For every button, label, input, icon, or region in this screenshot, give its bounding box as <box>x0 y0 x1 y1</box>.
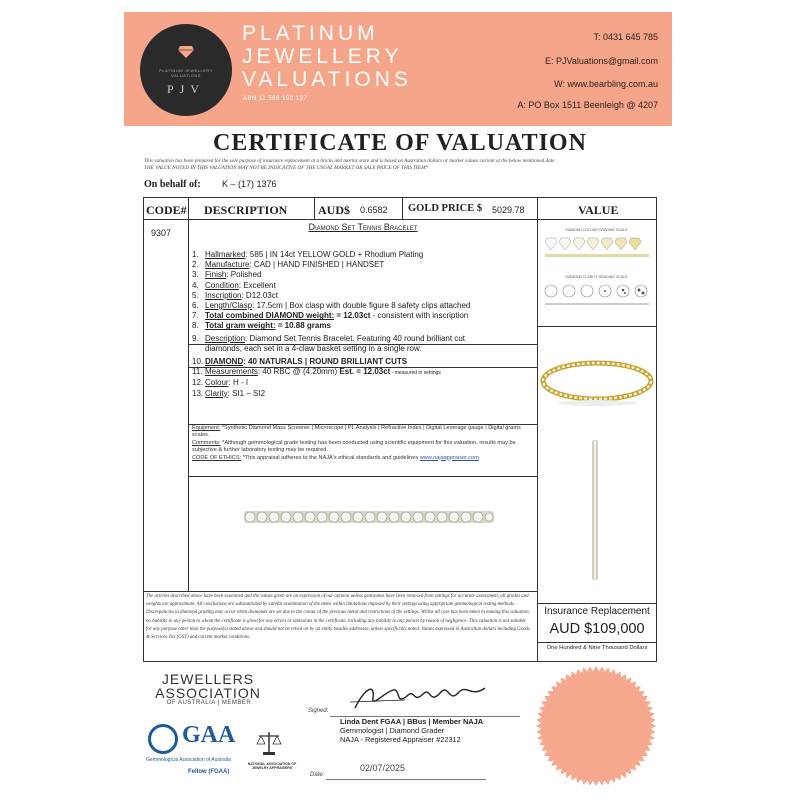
bracelet-photo-horizontal <box>244 505 494 529</box>
item-value: : 17.5cm | Box clasp with double figure 8 safety clips attached <box>252 301 471 311</box>
item-value: : CAD | HAND FINISHED | HANDSET <box>249 260 385 270</box>
brand-line-3: VALUATIONS <box>242 68 412 91</box>
item-label: Measurements <box>205 367 258 377</box>
description-header: DESCRIPTION <box>204 203 288 217</box>
behalf-value: K – (17) 1376 <box>222 179 277 189</box>
insurance-mid-divider <box>537 642 657 643</box>
clarity-scale-diagrams <box>541 279 652 313</box>
item-value: : Diamond Set Tennis Bracelet. Featuring 40 round brilliant cut <box>245 333 465 343</box>
item-number: 4. <box>192 280 199 290</box>
ethics-label: CODE OF ETHICS: <box>192 454 242 461</box>
logo-ring-text: PLATINUM JEWELLERY VALUATIONS <box>159 68 213 78</box>
comments-text: *Although gemmological grade testing has been conducted using scientific equipment for this valuation, results may be subjective & further laboratory testing may be required. <box>192 439 516 454</box>
ethics-line <box>192 455 534 462</box>
date-line <box>326 779 486 780</box>
item-value: : 40 RBC @ (4.20mm) <box>257 367 340 377</box>
bracelet-photo-coiled <box>540 355 655 410</box>
diamond-icon <box>178 46 194 58</box>
list-item <box>192 311 536 321</box>
signer-name: Linda Dent FGAA | BBus | Member NAJA <box>340 717 484 726</box>
item-label: Inscription <box>205 290 242 300</box>
gold-price-header: GOLD PRICE $ <box>408 203 483 214</box>
ja-line-2: ASSOCIATION <box>155 685 261 701</box>
item-number: 12. <box>192 378 204 388</box>
code-column-divider <box>188 197 189 591</box>
equipment-label: Equipment: <box>192 425 221 431</box>
header-divider <box>143 219 657 220</box>
item-label: Length/Clasp <box>205 301 253 311</box>
item-label: Finish <box>205 270 227 280</box>
naja-name: NATIONAL ASSOCIATION OF JEWELRY APPRAISERS <box>247 762 297 770</box>
contact-address: A: PO Box 1511 Beenleigh @ 4207 <box>517 100 658 110</box>
equipment-notes <box>192 425 534 462</box>
clarity-scale-title: DIAMOND CLARITY GRADING SCALE <box>565 275 628 279</box>
item-number: 8. <box>192 321 199 331</box>
item-label: Total gram weight: <box>205 321 276 331</box>
value-column-divider <box>537 197 538 662</box>
item-label: Total combined DIAMOND weight: <box>205 311 335 321</box>
list-item <box>192 291 536 301</box>
naja-link[interactable]: www.najaappraiser.com <box>419 454 479 461</box>
contact-email: E: PJValuations@gmail.com <box>544 56 658 66</box>
jewellers-association-logo <box>148 672 268 700</box>
handwritten-signature <box>345 678 495 714</box>
list-item <box>192 250 536 260</box>
item-number: 6. <box>192 301 199 311</box>
comments-label: Comments: <box>192 439 221 446</box>
header-banner <box>124 12 672 126</box>
item-label: Manufacture <box>205 260 250 270</box>
gold-divider <box>402 197 403 220</box>
list-item <box>192 357 536 367</box>
item-number: 9. <box>192 333 199 343</box>
item-value: : D12.03ct <box>241 290 278 300</box>
ethics-text: *This appraisal adheres to the NAJA's ethical standards and guidelines <box>241 454 420 461</box>
list-item <box>192 334 536 344</box>
list-item <box>192 378 536 388</box>
insurance-top-divider <box>537 603 657 604</box>
gaa-logo-text: GAA <box>182 722 236 748</box>
aud-value: 0.6582 <box>360 205 388 215</box>
signed-label: Signed: <box>308 708 329 714</box>
pjv-logo <box>140 24 232 116</box>
gaa-emblem-icon <box>148 724 178 754</box>
item-estimate: Est. = 12.03ct <box>339 367 391 377</box>
item-value: = 10.88 grams <box>275 321 331 331</box>
brand-name <box>242 22 412 91</box>
value-header: VALUE <box>578 203 619 217</box>
item-value: = 12.03ct <box>334 311 371 321</box>
contact-web: W: www.bearbling.com.au <box>554 79 658 89</box>
item-label: Colour <box>205 378 229 388</box>
signer-details <box>340 717 520 744</box>
aud-header: AUD$ <box>318 203 350 217</box>
list-item <box>192 367 536 378</box>
item-number: 11. <box>192 367 203 377</box>
item-number: 7. <box>192 311 199 321</box>
list-item <box>192 281 536 291</box>
code-header: CODE# <box>146 203 187 217</box>
list-item <box>192 321 536 331</box>
colour-scale-diamonds <box>541 232 652 262</box>
abn-number: ABN 11 569 192 137 <box>243 96 308 102</box>
naja-scales-icon <box>256 730 282 756</box>
item-label: Clarity <box>205 388 228 398</box>
item-number: 2. <box>192 260 199 270</box>
equipment-text: *Synthetic Diamond Mass Screener | Microscope | PL Analysis | Refractive Index | Digital Leverage gauge | Digital grams scales. <box>192 425 521 439</box>
item-label: Condition <box>205 280 239 290</box>
gaa-full-name: Gemmological Association of Australia <box>146 757 231 763</box>
item-number: 1. <box>192 250 199 259</box>
item-value: : SI1 – SI2 <box>227 388 266 398</box>
item-suffix: - consistent with inscription <box>370 311 469 321</box>
item-title: Diamond Set Tennis Bracelet <box>308 222 418 232</box>
colour-scale-title: DIAMOND COLOUR GRADING SCALE <box>565 228 628 232</box>
item-note: - measured in settings <box>390 370 441 377</box>
insurance-amount: AUD $109,000 <box>549 621 645 637</box>
intro-line-2: THE VALUE NOTED IN THIS VALUATION MAY NOT BE INDICATIVE OF THE USUAL MARKET OR SALE PRICE OF THIS ITEM* <box>144 164 429 171</box>
signer-title: Gemmologist | Diamond Grader <box>340 726 445 735</box>
item-number: 10. <box>192 357 204 367</box>
comments-line <box>192 440 534 455</box>
logo-initials: PJV <box>166 82 205 96</box>
bracelet-photo-vertical <box>587 440 603 580</box>
item-number: 13. <box>192 388 204 398</box>
ja-line-1: JEWELLERS <box>161 671 255 687</box>
item-number: 3. <box>192 270 199 280</box>
gold-price-value: 5029.78 <box>492 205 525 215</box>
intro-line-1: This valuation has been prepared for the sole purpose of insurance replacement at a bricks and mortar store and is based on Australian dollars or market values current at the below mentioned date. <box>144 158 556 164</box>
equipment-line <box>192 425 534 440</box>
ja-member-text: OF AUSTRALIA | MEMBER <box>166 700 252 706</box>
certificate-title: CERTIFICATE OF VALUATION <box>213 130 587 156</box>
list-item <box>192 301 536 311</box>
list-item-continued: diamonds, each set in a 4-claw basket setting in a single row. <box>205 343 422 353</box>
disclaimer-text: The articles described above have been examined and the values given are an expression of our opinion unless gemstones have been removed from settings for accurate assessment, all grades and weights are approximate. All conclusions are substantiated by careful examination of the items within limitations imposed by their settings using appropriate gemmological testing methods. Discrepancies in diamond grading may occur when diamonds are set due to the colour of the precious metal and restrictions of the settings. Whilst all care has been taken in making this valuation, no liability to any person to whom the certificate is given for any errors or omissions in the certificate, including any liability to any person by reason of negligence. This valuation is not suitable for any purpose other than the purpose(s) stated above and should not be relied on by an entity besides addressee, unless specifically noted. Values expressed in Australian dollars including Goods & Services Tax (GST) and current market conditions. <box>146 594 530 641</box>
scale-divider <box>537 326 657 327</box>
item-details-list <box>192 250 536 399</box>
brand-line-2: JEWELLERY <box>242 45 403 68</box>
row-divider-4 <box>188 476 537 477</box>
grading-scales <box>541 228 652 324</box>
date-label: Date: <box>310 772 325 778</box>
intro-text <box>144 158 664 171</box>
item-value: : 40 NATURALS | ROUND BRILLIANT CUTS <box>243 357 408 367</box>
item-value: : 585 | IN 14ct YELLOW GOLD + Rhodium Plating <box>245 250 424 259</box>
item-label: Description <box>205 333 246 343</box>
brand-line-1: PLATINUM <box>242 22 379 45</box>
insurance-amount-words: One Hundred & Nine Thousand Dollars <box>546 645 648 651</box>
item-value: : Excellent <box>238 280 276 290</box>
item-value: : H - I <box>228 378 249 388</box>
contact-phone: T: 0431 645 785 <box>593 32 658 42</box>
item-code: 9307 <box>151 228 172 238</box>
gaa-fellow-text: Fellow (FGAA) <box>188 769 230 775</box>
item-number: 5. <box>192 290 199 300</box>
insurance-label: Insurance Replacement <box>544 606 650 617</box>
item-label: Hallmarked <box>205 250 246 259</box>
item-label: DIAMOND <box>205 357 244 367</box>
behalf-label: On behalf of: <box>144 179 201 190</box>
aud-divider <box>314 197 315 220</box>
list-item <box>192 270 536 280</box>
item-value: : Polished <box>226 270 262 280</box>
list-item <box>192 389 536 399</box>
signer-registration: NAJA - Registered Appraiser #22312 <box>340 735 461 744</box>
disclaimer-divider <box>143 591 537 592</box>
certificate-seal-icon <box>535 665 657 787</box>
list-item <box>192 260 536 270</box>
date-value: 02/07/2025 <box>360 763 406 773</box>
